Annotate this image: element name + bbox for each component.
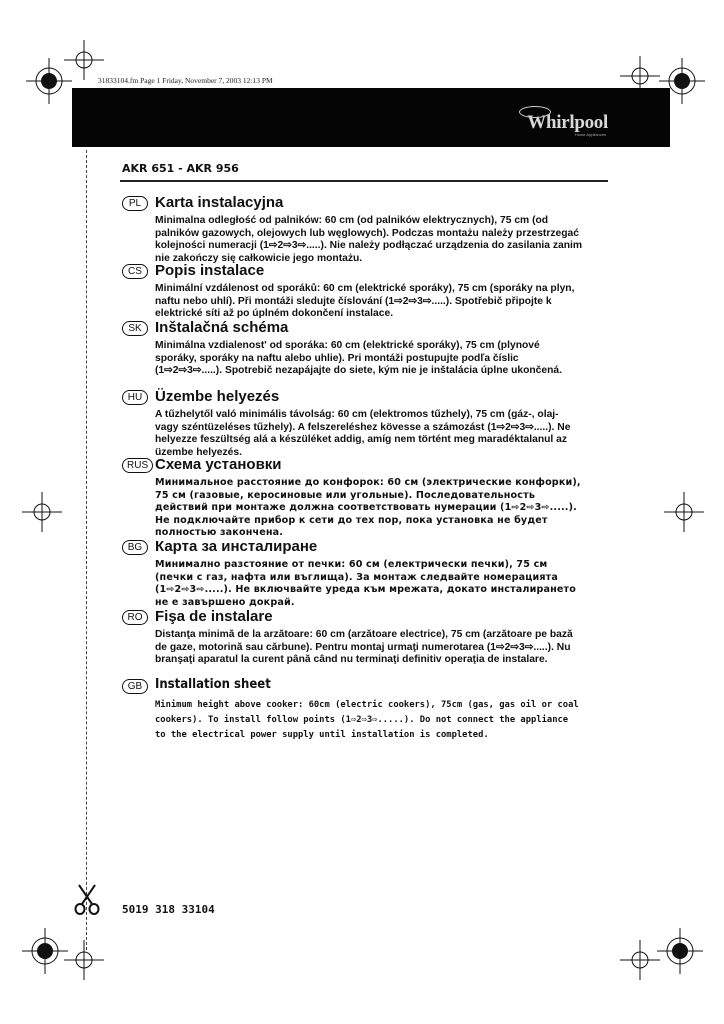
section-sk <box>122 320 582 378</box>
scissors-icon <box>73 884 101 916</box>
whirlpool-logo <box>527 112 608 134</box>
section-title: Карта за инсталиране <box>155 538 318 555</box>
language-badge: SK <box>122 321 148 336</box>
header-rule <box>120 180 608 182</box>
registration-mark-bottom-center-left <box>64 940 104 980</box>
section-body: Minimální vzdálenost od sporáků: 60 cm (elektrické sporáky), 75 cm (sporáky na plyn, naftu nebo uhlí). Při montáži sledujte číslování (1⇨2⇨3⇨.....). Spotřebič připojte k elektrické síti až po úplném dokončení instalace. <box>155 283 575 320</box>
section-ro <box>122 609 582 667</box>
section-hu <box>122 389 582 459</box>
section-title: Karta instalacyjna <box>155 194 284 211</box>
section-title: Installation sheet <box>155 677 271 692</box>
section-body: Minimalna odległość od palników: 60 cm (od palników elektrycznych), 75 cm (od palników gazowych, olejowych lub węglowych). Podczas montażu należy przestrzegać kolejności numeracji (1⇨2⇨3⇨.....). Nie należy podłączać urządzenia do zasilania zanim nie zakończy się całkowicie jego montażu. <box>155 215 583 264</box>
registration-mark-bottom-center-right <box>620 940 660 980</box>
registration-mark-top-center-left <box>64 40 104 80</box>
section-body: Distanţa minimă de la arzătoare: 60 cm (arzătoare electrice), 75 cm (arzătoare pe bază de gaze, motorină sau cărbune). Pentru montaj urmaţi numerotarea (1⇨2⇨3⇨.....). Nu branşaţi aparatul la curent până când nu terminaţi definitiv operaţia de instalare. <box>155 629 573 666</box>
model-title: AKR 651 - AKR 956 <box>122 162 239 175</box>
section-body: Минимальное расстояние до конфорок: 60 см (электрические конфорки), 75 см (газовые, керосиновые или угольные). Последовательность действий при монтаже должна соответствовать нумерации (1⇨2⇨3⇨.....). Не подключайте прибор к сети до тех пор, пока установка не будет полностью закончена. <box>155 477 581 539</box>
section-bg <box>122 539 582 609</box>
section-cs <box>122 263 582 321</box>
language-badge: GB <box>122 679 148 694</box>
part-number: 5019 318 33104 <box>122 903 215 916</box>
language-badge: CS <box>122 264 148 279</box>
section-body: Minimum height above cooker: 60cm (electric cookers), 75cm (gas, gas oil or coal cookers). To install follow points (1⇨2⇨3⇨.....). Do not connect the appliance to the electrical power supply until installation is completed. <box>155 700 579 740</box>
section-title: Üzembe helyezés <box>155 388 280 405</box>
registration-mark-mid-left <box>22 492 62 532</box>
section-body: Минимално разстояние от печки: 60 см (електрически печки), 75 см (печки с газ, нафта или въглища). За монтаж следвайте номерацията (1⇨2⇨3⇨.....). Не включвайте уреда към мрежата, докато инсталирането не е завършено докрай. <box>155 559 577 608</box>
language-badge: BG <box>122 540 148 555</box>
cut-line <box>86 150 87 950</box>
logo-text: Whirlpool <box>527 112 608 133</box>
language-badge: PL <box>122 196 148 211</box>
language-badge: HU <box>122 390 148 405</box>
header-band <box>72 88 670 147</box>
registration-mark-mid-right <box>664 492 704 532</box>
registration-mark-bottom-left <box>22 928 68 974</box>
section-title: Схема установки <box>155 456 282 473</box>
language-badge: RO <box>122 610 148 625</box>
section-gb <box>122 678 582 743</box>
section-pl <box>122 195 582 265</box>
section-title: Popis instalace <box>155 262 265 279</box>
section-rus <box>122 457 582 540</box>
registration-mark-bottom-right <box>657 928 703 974</box>
section-body: Minimálna vzdialenost' od sporáka: 60 cm (elektrické sporáky), 75 cm (plynové sporáky, sporáky na naftu alebo uhlie). Pri montáži postupujte podľa číslic (1⇨2⇨3⇨.....). Spotrebič nezapájajte do siete, kým nie je inštalácia úplne ukončená. <box>155 340 562 377</box>
section-body: A tűzhelytől való minimális távolság: 60 cm (elektromos tűzhely), 75 cm (gáz-, olaj- vagy széntüzeléses tűzhely). A felszereléshez kövesse a számozást (1⇨2⇨3⇨.....). Ne helyezze feszültség alá a készüléket addig, amíg nem történt meg maradéktalanul az üzembe helyezés. <box>155 409 571 458</box>
language-badge: RUS <box>122 458 153 473</box>
section-title: Fişa de instalare <box>155 608 273 625</box>
section-title: Inštalačná schéma <box>155 319 289 336</box>
logo-tagline: Home Appliances <box>574 132 606 137</box>
file-info: 31833104.fm Page 1 Friday, November 7, 2003 12:13 PM <box>98 76 273 85</box>
